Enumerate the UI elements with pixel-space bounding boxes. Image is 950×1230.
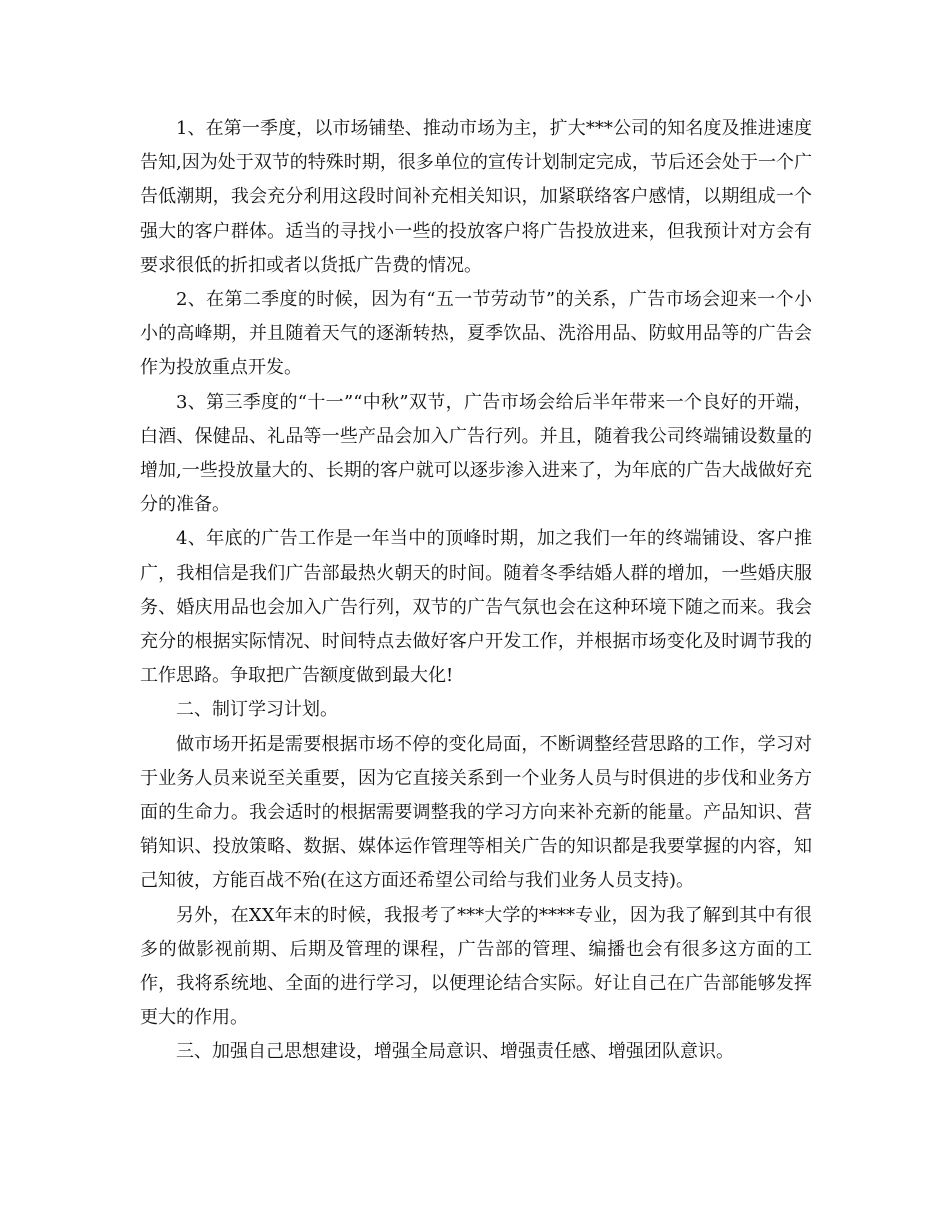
paragraph-study-importance: 做市场开拓是需要根据市场不停的变化局面，不断调整经营思路的工作，学习对于业务人员来说至关重要，因为它直接关系到一个业务人员与时俱进的步伐和业务方面的生命力。我会适时的根据需要调整我的学习方向来补充新的能量。产品知识、营销知识、投放策略、数据、媒体运作管理等相关广告的知识都是我要掌握的内容，知己知彼，方能百战不殆(在这方面还希望公司给与我们业务人员支持)。: [140, 733, 812, 892]
document-body: [140, 112, 812, 1070]
paragraph-q3-plan: 3、第三季度的“十一”“中秋”双节，广告市场会给后半年带来一个良好的开端，白酒、保健品、礼品等一些产品会加入广告行列。并且，随着我公司终端铺设数量的增加,一些投放量大的、长期的客户就可以逐步渗入进来了，为年底的广告大战做好充分的准备。: [140, 391, 812, 516]
paragraph-q1-plan: 1、在第一季度，以市场铺垫、推动市场为主，扩大***公司的知名度及推进速度告知,因为处于双节的特殊时期，很多单位的宣传计划制定完成，节后还会处于一个广告低潮期，我会充分利用这段时间补充相关知识，加紧联络客户感情，以期组成一个强大的客户群体。适当的寻找小一些的投放客户将广告投放进来，但我预计对方会有要求很低的折扣或者以货抵广告费的情况。: [140, 118, 812, 276]
paragraph-university-study: 另外，在XX年末的时候，我报考了***大学的****专业，因为我了解到其中有很多的做影视前期、后期及管理的课程，广告部的管理、编播也会有很多这方面的工作，我将系统地、全面的进行学习，以便理论结合实际。好让自己在广告部能够发挥更大的作用。: [140, 904, 812, 1029]
section-heading-study-plan: 二、制订学习计划。: [176, 699, 338, 721]
paragraph-year-end-plan: 4、年底的广告工作是一年当中的顶峰时期，加之我们一年的终端铺设、客户推广，我相信是我们广告部最热火朝天的时间。随着冬季结婚人群的增加，一些婚庆服务、婚庆用品也会加入广告行列，双节的广告气氛也会在这种环境下随之而来。我会充分的根据实际情况、时间特点去做好客户开发工作，并根据市场变化及时调节我的工作思路。争取把广告额度做到最大化!: [140, 528, 812, 687]
paragraph-q2-plan: 2、在第二季度的时候，因为有“五一节劳动节”的关系，广告市场会迎来一个小小的高峰期，并且随着天气的逐渐转热，夏季饮品、洗浴用品、防蚊用品等的广告会作为投放重点开发。: [140, 289, 812, 379]
section-heading-ideology: 三、加强自己思想建设，增强全局意识、增强责任感、增强团队意识。: [176, 1041, 734, 1063]
